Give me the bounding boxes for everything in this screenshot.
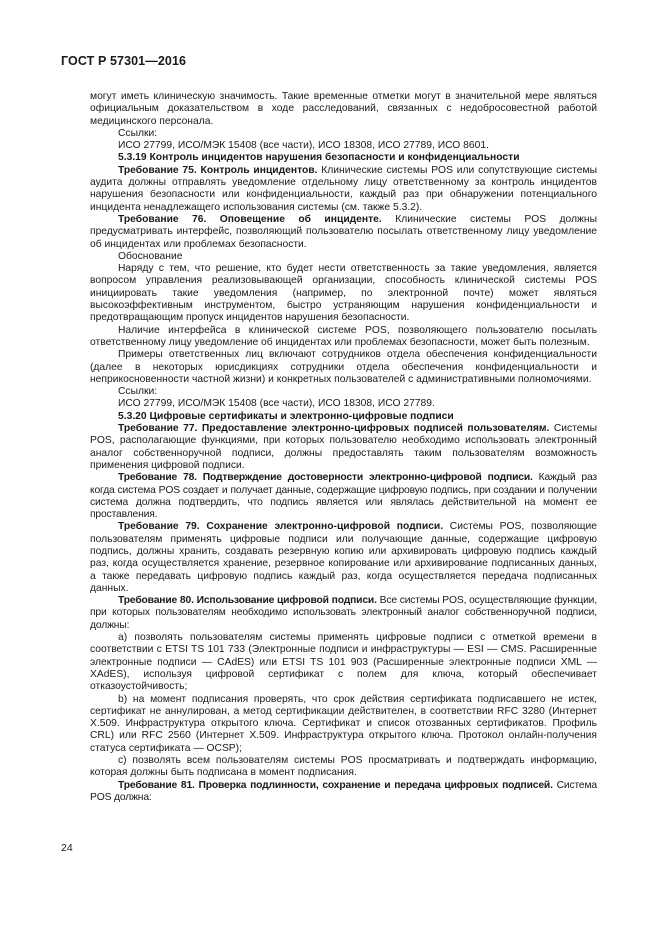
links-text: ИСО 27799, ИСО/МЭК 15408 (все части), ИСО 18308, ИСО 27789, ИСО 8601. [118, 140, 489, 152]
requirement-title: Требование 81. Проверка подлинности, сохранение и передача цифровых подписей. [118, 779, 553, 791]
requirement-80 [90, 595, 597, 632]
section-heading-5-3-20: 5.3.20 Цифровые сертификаты и электронно-цифровые подписи [118, 410, 454, 422]
requirement-text: Клинические системы POS или сопутствующие системы аудита должны отправлять уведомление отдельному лицу ответственному за контроль инцидентов нарушения безопасности или конфиденциальности, каждый раз при обнаружении потенциального инцидента ненадлежащего использования системы (см. также 5.3.2). [90, 164, 597, 213]
requirement-text: Каждый раз когда система POS создает и получает данные, содержащие цифровую подпись, при создании и получении система должна подтвердить, что подпись является или являлась действительной на момент ее проставления. [90, 472, 598, 521]
paragraph: Примеры ответственных лиц включают сотрудников отдела обеспечения конфиденциальности (далее в некоторых юрисдикциях сотрудники отдела обеспечения конфиденциальности и неприкосновенности частной жизни) и конкретных пользователей с административными полномочиями. [90, 349, 597, 385]
page-body [90, 91, 597, 804]
requirement-77 [90, 423, 597, 472]
requirement-title: Требование 80. Использование цифровой подписи. [118, 595, 377, 607]
links-label: Ссылки: [118, 386, 158, 398]
requirement-title: Требование 78. Подтверждение достоверности электронно-цифровой подписи. [118, 472, 533, 484]
requirement-text: Все системы POS, осуществляющие функции, при которых пользователям необходимо использовать электронный аналог собственноручной подписи, должны: [90, 595, 597, 631]
links-label: Ссылки: [118, 127, 158, 139]
requirement-text: Системы POS, позволяющие пользователям применять цифровые подписи или получающие данные, содержащие цифровую подпись, должны хранить, создавать резервную копию или архивировать цифровую подпись каждый раз, когда осуществляется хранение, резервное копирование или архивирование подписанных данных, а также передавать цифровую подпись каждый раз, когда осуществляется передача подписанных данных. [90, 521, 597, 594]
requirement-title: Требование 77. Предоставление электронно-цифровых подписей пользователям. [118, 423, 550, 435]
requirement-text: Система POS должна: [90, 779, 597, 803]
paragraph: Наряду с тем, что решение, кто будет нести ответственность за такие уведомления, является вопросом управления реализовывающей организации, способность клинической системы POS инициировать такие уведомления (например, по электронной почте) может являться высокоэффективным инструментом, быстро устраняющим нарушения конфиденциальности и предотвращающим пропуск инцидентов нарушения безопасности. [90, 263, 597, 324]
requirement-79 [90, 521, 597, 595]
requirement-title: Требование 79. Сохранение электронно-цифровой подписи. [118, 521, 444, 533]
requirement-78 [90, 472, 597, 521]
list-item-b: b) на момент подписания проверять, что срок действия сертификата подписавшего не истек, сертификат не аннулирован, а метод сертификации действителен, в соответствии RFC 3280 (Интернет X.509. Инфраструктура открытого ключа. Сертификат и список отозванных сертификатов. Профиль CRL) или RFC 2560 (Интернет X.509. Инфраструктура открытого ключа. Протокол онлайн-получения статуса сертификата — OCSP); [90, 693, 597, 754]
list-item-a: а) позволять пользователям системы применять цифровые подписи с отметкой времени в соответствии с ETSI TS 101 733 (Электронные подписи и инфраструктуры — ESI — CMS. Расширенные электронные подписи — CAdES) или ETSI TS 101 903 (Расширенные электронные подписи XML — XAdES), используя цифровой сертификат с полем для ключа, который обеспечивает отказоустойчивость; [90, 632, 597, 693]
list-item-c: c) позволять всем пользователям системы POS просматривать и подтверждать информацию, которая должны быть подписана в момент подписания. [90, 755, 597, 779]
requirement-text: Системы POS, располагающие функциями, при которых пользователю необходимо использовать электронный аналог собственноручной подписи, должны предоставлять таким пользователям возможность применения цифровой подписи. [90, 423, 597, 471]
requirement-title: Требование 75. Контроль инцидентов. [118, 164, 318, 176]
rationale-label: Обоснование [118, 250, 183, 262]
requirement-text: Клинические системы POS должны предусматривать интерфейс, позволяющий пользователю посылать ответственному лицу уведомление об инцидентах или проблемах безопасности. [90, 213, 597, 250]
requirement-title: Требование 76. Оповещение об инциденте. [118, 213, 382, 225]
section-heading-5-3-19: 5.3.19 Контроль инцидентов нарушения безопасности и конфиденциальности [118, 152, 520, 164]
page-header: ГОСТ Р 57301—2016 [61, 54, 187, 68]
requirement-81 [90, 780, 597, 805]
links-text: ИСО 27799, ИСО/МЭК 15408 (все части), ИСО 18308, ИСО 27789. [118, 398, 435, 410]
requirement-76 [90, 214, 597, 251]
requirement-75 [90, 165, 597, 214]
paragraph: Наличие интерфейса в клинической системе POS, позволяющего пользователю посылать ответственному лицу уведомление об инцидентах или проблемах безопасности, может быть полезным. [90, 324, 597, 348]
page-number: 24 [61, 842, 73, 854]
paragraph: могут иметь клиническую значимость. Такие временные отметки могут в значительной мере являться официальным доказательством в ходе расследований, связанных с недобросовестной работой медицинского персонала. [90, 91, 597, 127]
